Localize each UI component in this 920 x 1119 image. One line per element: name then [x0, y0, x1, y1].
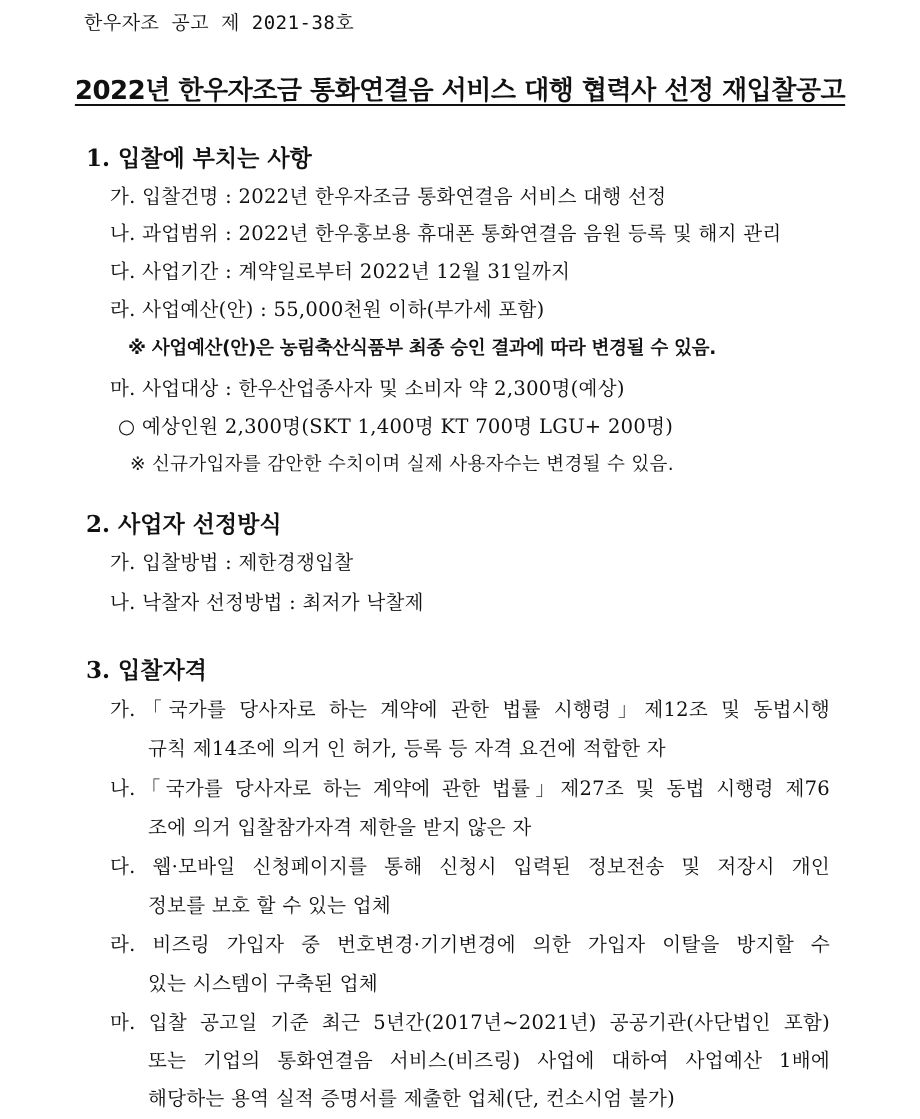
section-3-item: 다. 웹·모바일 신청페이지를 통해 신청시 입력된 정보전송 및 저장시 개인 [110, 855, 830, 878]
section-3-item-continued: 해당하는 용역 실적 증명서를 제출한 업체(단, 컨소시엄 불가) [148, 1087, 676, 1110]
users-note: ※ 신규가입자를 감안한 수치이며 실제 사용자수는 변경될 수 있음. [130, 454, 674, 475]
section-3-item-continued: 정보를 보호 할 수 있는 업체 [148, 894, 391, 917]
section-heading-2: 2. 사업자 선정방식 [86, 511, 282, 538]
section-heading-3: 3. 입찰자격 [86, 657, 207, 684]
section-2-item: 가. 입찰방법 : 제한경쟁입찰 [110, 551, 354, 574]
expected-users-line: ○ 예상인원 2,300명(SKT 1,400명 KT 700명 LGU+ 200명) [118, 415, 674, 438]
section-1-item: 다. 사업기간 : 계약일로부터 2022년 12월 31일까지 [110, 260, 571, 283]
section-1-item: 가. 입찰건명 : 2022년 한우자조금 통화연결음 서비스 대행 선정 [110, 185, 667, 208]
section-3-item-continued: 있는 시스템이 구축된 업체 [148, 972, 379, 995]
section-3-item: 나.「국가를 당사자로 하는 계약에 관한 법률」제27조 및 동법 시행령 제76 [110, 777, 830, 800]
document-title: 2022년 한우자조금 통화연결음 서비스 대행 협력사 선정 재입찰공고 [74, 76, 846, 106]
section-3-item-continued: 또는 기업의 통화연결음 서비스(비즈링) 사업에 대하여 사업예산 1배에 [148, 1049, 830, 1072]
section-3-item: 마. 입찰 공고일 기준 최근 5년간(2017년~2021년) 공공기관(사단법인 포함) [110, 1011, 830, 1034]
section-2-item: 나. 낙찰자 선정방법 : 최저가 낙찰제 [110, 591, 424, 614]
section-1-item: 라. 사업예산(안) : 55,000천원 이하(부가세 포함) [110, 298, 545, 321]
section-3-item: 라. 비즈링 가입자 중 번호변경·기기변경에 의한 가입자 이탈을 방지할 수 [110, 933, 830, 956]
budget-note: ※ 사업예산(안)은 농림축산식품부 최종 승인 결과에 따라 변경될 수 있음. [128, 338, 716, 359]
section-3-item: 가.「국가를 당사자로 하는 계약에 관한 법률 시행령」제12조 및 동법시행 [110, 698, 830, 721]
section-1-item: 나. 과업범위 : 2022년 한우홍보용 휴대폰 통화연결음 음원 등록 및 해지 관리 [110, 222, 782, 245]
section-3-item-continued: 규칙 제14조에 의거 인 허가, 등록 등 자격 요건에 적합한 자 [148, 737, 666, 760]
section-3-item-continued: 조에 의거 입찰참가자격 제한을 받지 않은 자 [148, 816, 532, 839]
section-heading-1: 1. 입찰에 부치는 사항 [86, 145, 312, 172]
section-1-item: 마. 사업대상 : 한우산업종사자 및 소비자 약 2,300명(예상) [110, 377, 625, 400]
notice-number: 한우자조 공고 제 2021-38호 [84, 12, 355, 34]
